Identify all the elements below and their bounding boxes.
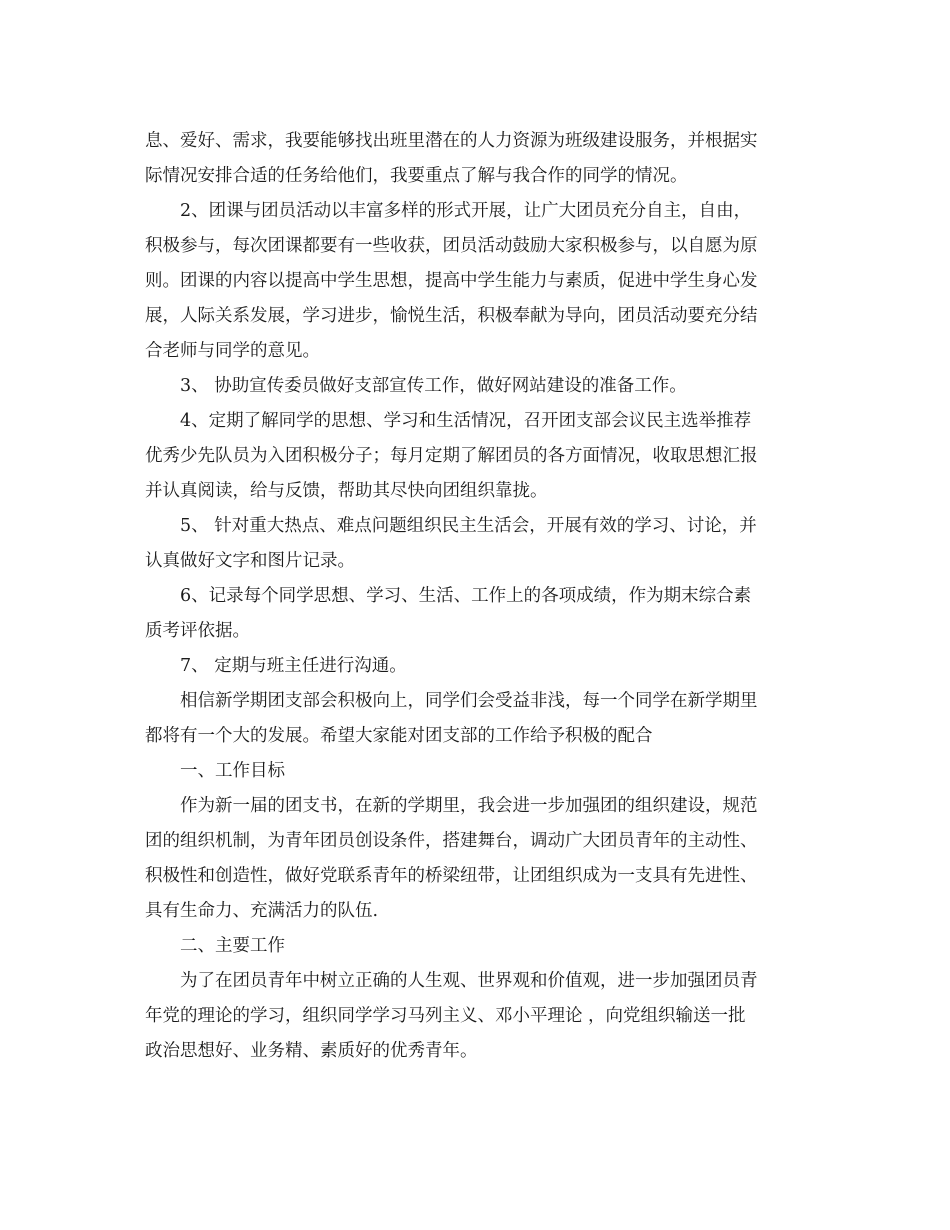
text-line: 4、定期了解同学的思想、学习和生活情况，召开团支部会议民主选举推荐 [180,411,752,431]
text-line: 优秀少先队员为入团积极分子；每月定期了解团员的各方面情况，收取思想汇报 [145,446,758,466]
text-line: 并认真阅读，给与反馈，帮助其尽快向团组织靠拢。 [145,481,548,501]
text-line: 都将有一个大的发展。希望大家能对团支部的工作给予积极的配合 [145,726,653,746]
text-line: 具有生命力、充满活力的队伍. [145,901,379,921]
paragraph [145,579,810,649]
text-line: 二、主要工作 [180,936,285,956]
paragraph [145,649,810,684]
text-line: 质考评依据。 [145,621,250,641]
text-line: 则。团课的内容以提高中学生思想，提高中学生能力与素质，促进中学生身心发 [145,271,758,291]
document-body [145,124,810,1069]
paragraph [145,754,810,789]
text-line: 认真做好文字和图片记录。 [145,551,355,571]
text-line: 政治思想好、业务精、素质好的优秀青年。 [145,1041,478,1061]
text-line: 相信新学期团支部会积极向上，同学们会受益非浅，每一个同学在新学期里 [180,691,758,711]
text-line: 息、爱好、需求，我要能够找出班里潜在的人力资源为班级建设服务，并根据实 [145,131,758,151]
text-line: 团的组织机制，为青年团员创设条件，搭建舞台，调动广大团员青年的主动性、 [145,831,758,851]
text-line: 年党的理论的学习，组织同学学习马列主义、邓小平理论 ，向党组织输送一批 [145,1006,746,1026]
text-line: 合老师与同学的意见。 [145,341,320,361]
paragraph [145,509,810,579]
text-line: 际情况安排合适的任务给他们，我要重点了解与我合作的同学的情况。 [145,166,688,186]
text-line: 为了在团员青年中树立正确的人生观、世界观和价值观，进一步加强团员青 [180,971,758,991]
paragraph [145,369,810,404]
paragraph [145,789,810,929]
text-line: 7、 定期与班主任进行沟通。 [180,656,407,676]
text-line: 5、 针对重大热点、难点问题组织民主生活会，开展有效的学习、讨论，并 [180,516,757,536]
text-line: 积极参与，每次团课都要有一些收获，团员活动鼓励大家积极参与，以自愿为原 [145,236,758,256]
text-line: 3、 协助宣传委员做好支部宣传工作，做好网站建设的准备工作。 [180,376,687,396]
paragraph [145,964,810,1069]
text-line: 作为新一届的团支书，在新的学期里，我会进一步加强团的组织建设，规范 [180,796,758,816]
text-line: 一、工作目标 [180,761,285,781]
text-line: 6、记录每个同学思想、学习、生活、工作上的各项成绩，作为期末综合素 [180,586,752,606]
text-line: 2、团课与团员活动以丰富多样的形式开展，让广大团员充分自主，自由， [180,201,752,221]
paragraph [145,684,810,754]
paragraph [145,194,810,369]
paragraph [145,404,810,509]
text-line: 积极性和创造性，做好党联系青年的桥梁纽带，让团组织成为一支具有先进性、 [145,866,758,886]
paragraph [145,929,810,964]
paragraph [145,124,810,194]
text-line: 展，人际关系发展，学习进步，愉悦生活，积极奉献为导向，团员活动要充分结 [145,306,758,326]
